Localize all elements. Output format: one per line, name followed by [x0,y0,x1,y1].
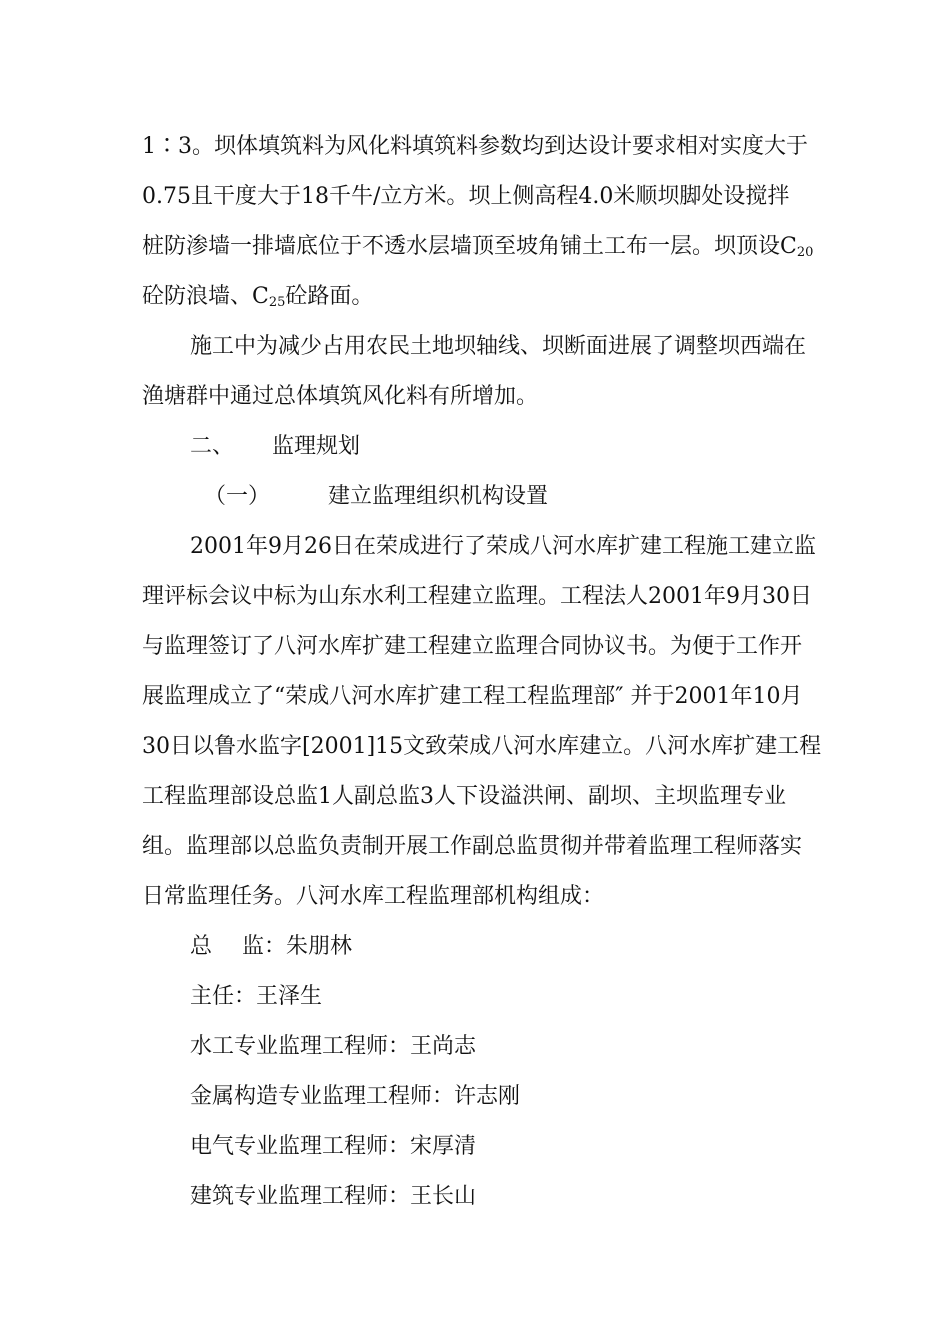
paragraph-line: 日常监理任务。八河水库工程监理部机构组成： [142,884,605,909]
section-number: 二、 [190,434,235,459]
staff-line-chief [190,932,352,962]
paragraph-line: 2001年9月26日在荣成进行了荣成八河水库扩建工程施工建立监 [190,534,816,559]
staff-line: 金属构造专业监理工程师：许志刚 [190,1084,521,1109]
section-title: 监理规划 [272,434,361,459]
paragraph-line: 30日以鲁水监字[2001]15文致荣成八河水库建立。八河水库扩建工程 [142,734,822,759]
paragraph-line: 渔塘群中通过总体填筑风化料有所增加。 [142,384,539,409]
line-text: 砼路面。 [285,284,374,309]
staff-line: 建筑专业监理工程师：王长山 [190,1184,477,1209]
paragraph-line: 施工中为减少占用农民土地坝轴线、坝断面进展了调整坝西端在 [190,334,807,359]
paragraph-line: 0.75且干度大于18千牛/立方米。坝上侧高程4.0米顺坝脚处设搅拌 [142,184,790,209]
paragraph-line: 1∶3。坝体填筑料为风化料填筑料参数均到达设计要求相对实度大于 [142,134,808,159]
staff-line: 电气专业监理工程师：宋厚清 [190,1134,477,1159]
paragraph-line: 组。监理部以总监负责制开展工作副总监贯彻并带着监理工程师落实 [142,834,803,859]
line-text: 桩防渗墙一排墙底位于不透水层墙顶至坡角铺土工布一层。坝顶设C [142,234,797,259]
staff-line: 主任：王泽生 [190,984,323,1009]
section-heading [190,432,360,462]
subsection-title: 建立监理组织机构设置 [328,484,549,509]
line-text: 砼防浪墙、C [142,284,269,309]
role-value: 监：朱朋林 [242,934,353,959]
subsection-heading [204,482,548,512]
paragraph-line: 与监理签订了八河水库扩建工程建立监理合同协议书。为便于工作开 [142,634,803,659]
paragraph-line: 理评标会议中标为山东水利工程建立监理。工程法人2001年9月30日 [142,584,812,609]
paragraph-line [142,282,373,312]
staff-line: 水工专业监理工程师：王尚志 [190,1034,477,1059]
paragraph-line [142,232,813,262]
paragraph-line: 展监理成立了“荣成八河水库扩建工程工程监理部″ 并于2001年10月 [142,684,803,709]
subscript: 25 [268,295,286,310]
subsection-number: （一） [204,484,271,509]
role-label: 总 [190,934,213,959]
paragraph-line: 工程监理部设总监1人副总监3人下设溢洪闸、副坝、主坝监理专业 [142,784,786,809]
subscript: 20 [796,245,814,260]
